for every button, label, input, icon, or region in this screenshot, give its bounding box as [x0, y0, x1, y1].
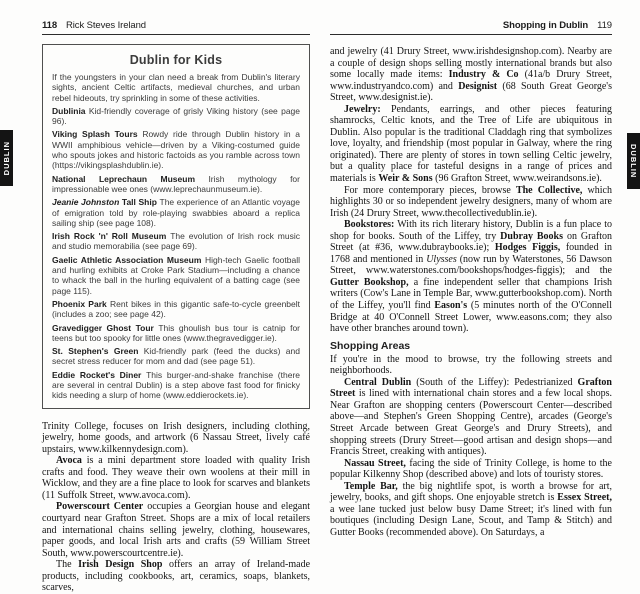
dublin-tab-label: DUBLIN [629, 143, 638, 179]
sidebar-intro: If the youngsters in your clan need a break from Dublin's literary sights, ancient Celtic artifacts, medieval churches, and urban rebel hideouts, try sprinkling in some of these activities. [52, 72, 300, 103]
dublin-for-kids-sidebar [42, 44, 310, 409]
page-left [42, 20, 310, 594]
sidebar-entry-gaa-museum: Gaelic Athletic Association Museum High-tech Gaelic football and hurling exhibits at Croke Park Stadium—including a chance to whack the ball in the hurling equivalent of a batting cage (see page 115). [52, 254, 300, 296]
sidebar-title: Dublin for Kids [129, 53, 223, 67]
sidebar-entry-leprechaun-museum: National Leprechaun Museum Irish mythology for impressionable wee ones (www.leprechaunmuseum.ie). [52, 173, 300, 194]
sidebar-entry-eddie-rockets: Eddie Rocket's Diner This burger-and-shake franchise (there are several in central Dublin) is a step above fast food for finicky kids needing a slurp of home (www.eddierockets.ie). [52, 369, 301, 401]
dublin-section-tab-right [627, 133, 640, 189]
body-paragraph-powerscourt: Powerscourt Center occupies a Georgian house and elegant courtyard near Grafton Street. Shops are a mix of local retailers and international chains selling jewelry, clothing, housewares, paper goods, and local Irish arts and crafts (59 William Street South, www.powerscourtcentre.ie). [42, 501, 311, 559]
sidebar-entry-viking-splash-tours: Viking Splash Tours Rowdy ride through Dublin history in a WWII amphibious vehicle—driven by a Viking-costumed guide who spouts jokes and historic factoids as you ramble across town (https://vikingsplashdublin.ie). [52, 129, 300, 171]
running-head-title-right: Shopping in Dublin [502, 20, 589, 31]
page-number-right: 119 [597, 20, 612, 31]
sidebar-entry-dublinia: Dublinia Kid-friendly coverage of grisly Viking history (see page 96). [52, 105, 301, 127]
body-paragraph-jewelry: Jewelry: Pendants, earrings, and other pieces featuring shamrocks, Celtic knots, and the Tree of Life are ubiquitous in Dublin. Also popular is the traditional Claddagh ring that symbolizes love, loyalty, and friendship (most popular in Galway, where the ring originated). There are plenty of stores in town selling Celtic jewelry, but a quality place for tasteful designs in a range of prices and materials is Weir & Sons (96 Grafton Street, www.weirandsons.ie). [330, 103, 612, 185]
dublin-section-tab-left [0, 130, 13, 186]
page-right [330, 20, 612, 538]
body-paragraph-central-dublin: Central Dublin (South of the Liffey): Pedestrianized Grafton Street is lined with international chain stores and a few local shops. Near Grafton are shopping centers (Powerscourt Center—described above—and Stephen's Green Shopping Centre), arcades (George's Street Arcade between Great George's and Drury Streets), and shopping streets (Drury Street—good artisan and design shops—and Francis Street, creaking with antiques). [330, 376, 612, 458]
body-paragraph-irish-design-shop: The Irish Design Shop offers an array of Ireland-made products, including cookbooks, art, ceramics, soaps, blankets, scarves, [42, 559, 311, 594]
dublin-tab-label: DUBLIN [2, 140, 11, 176]
sidebar-entry-rock-n-roll-museum: Irish Rock 'n' Roll Museum The evolution of Irish rock music and studio memorabilia (see page 69). [52, 231, 300, 252]
section-heading-shopping-areas: Shopping Areas [330, 339, 411, 352]
page-number-left: 118 [42, 20, 58, 31]
body-paragraph-avoca: Avoca is a mini department store loaded with quality Irish crafts and food. They weave their own woolens at their mill in Wicklow, and they are a fine place to look for scarves and blankets (11 Suffolk Street, www.avoca.com). [42, 455, 310, 501]
sidebar-entry-phoenix-park: Phoenix Park Rent bikes in this gigantic safe-to-cycle greenbelt (includes a zoo; see page 42). [52, 298, 301, 320]
body-paragraph-temple-bar: Temple Bar, the big nightlife spot, is worth a browse for art, jewelry, books, and gift shops. One enjoyable stretch is Essex Street, a wee lane tucked just below busy Dame Street; it's lined with fun boutiques (including Design Lane, Scout, and Tamp & Stitch) and Gutter Books (recommended above). On Saturdays, a [330, 480, 612, 538]
running-header-left [42, 20, 310, 32]
running-header-right [330, 20, 612, 32]
body-paragraph-the-collective: For more contemporary pieces, browse The Collective, which highlights 30 or so independent jewelry designers, many of whom are Irish (24 Drury Street, www.thecollectivedublin.ie). [330, 184, 612, 219]
body-paragraph-continuation: and jewelry (41 Drury Street, www.irishdesignshop.com). Nearby are a couple of design shops selling mostly international brands but also some locally made items: Industry & Co (41a/b Drury Street, www.industryandco.com) and Designist (68 South Great George's Street, www.designist.ie). [330, 46, 613, 104]
header-rule-left [42, 34, 310, 35]
sidebar-entry-gravedigger-tour: Gravedigger Ghost Tour This ghoulish bus tour is catnip for teens but too spooky for little ones (www.thegravedigger.ie). [52, 322, 301, 343]
header-rule-right [330, 34, 612, 35]
sidebar-entry-jeanie-johnston: Jeanie Johnston Tall Ship The experience of an Atlantic voyage of emigration told by role-playing swabbies aboard a replica sailing ship (see page 108). [52, 197, 301, 228]
running-head-title-left: Rick Steves Ireland [66, 20, 146, 31]
body-paragraph-browse-intro: If you're in the mood to browse, try the following streets and neighborhoods. [330, 353, 612, 377]
body-paragraph-bookstores: Bookstores: With its rich literary history, Dublin is a fun place to shop for books. South of the Liffey, try Dubray Books on Grafton Street (at #36, www.dubraybooks.ie); Hodges Figgis, founded in 1768 and mentioned in Ulysses (now run by Waterstones, 56 Dawson Street, www.waterstones.com/bookshops/hodges-figgis); and the Gutter Bookshop, a fine independent seller that champions Irish writers (Cow's Lane in Temple Bar, www.gutterbookshop.com). North of the Liffey, you'll find Eason's (5 minutes north of the O'Connell Bridge at 40 O'Connell Street Lower, www.easons.com; they also have other branches around town). [330, 219, 613, 335]
body-paragraph-nassau-street: Nassau Street, facing the side of Trinity College, is home to the popular Kilkenny Shop (described above) and lots of touristy stores. [330, 457, 612, 481]
body-paragraph: Trinity College, focuses on Irish designers, including clothing, jewelry, home goods, and artwork (6 Nassau Street, lively café upstairs, www.kilkennydesign.com). [42, 420, 310, 455]
sidebar-entry-st-stephens-green: St. Stephen's Green Kid-friendly park (feed the ducks) and secret stress reducer for mom and dad (see page 51). [52, 346, 300, 367]
